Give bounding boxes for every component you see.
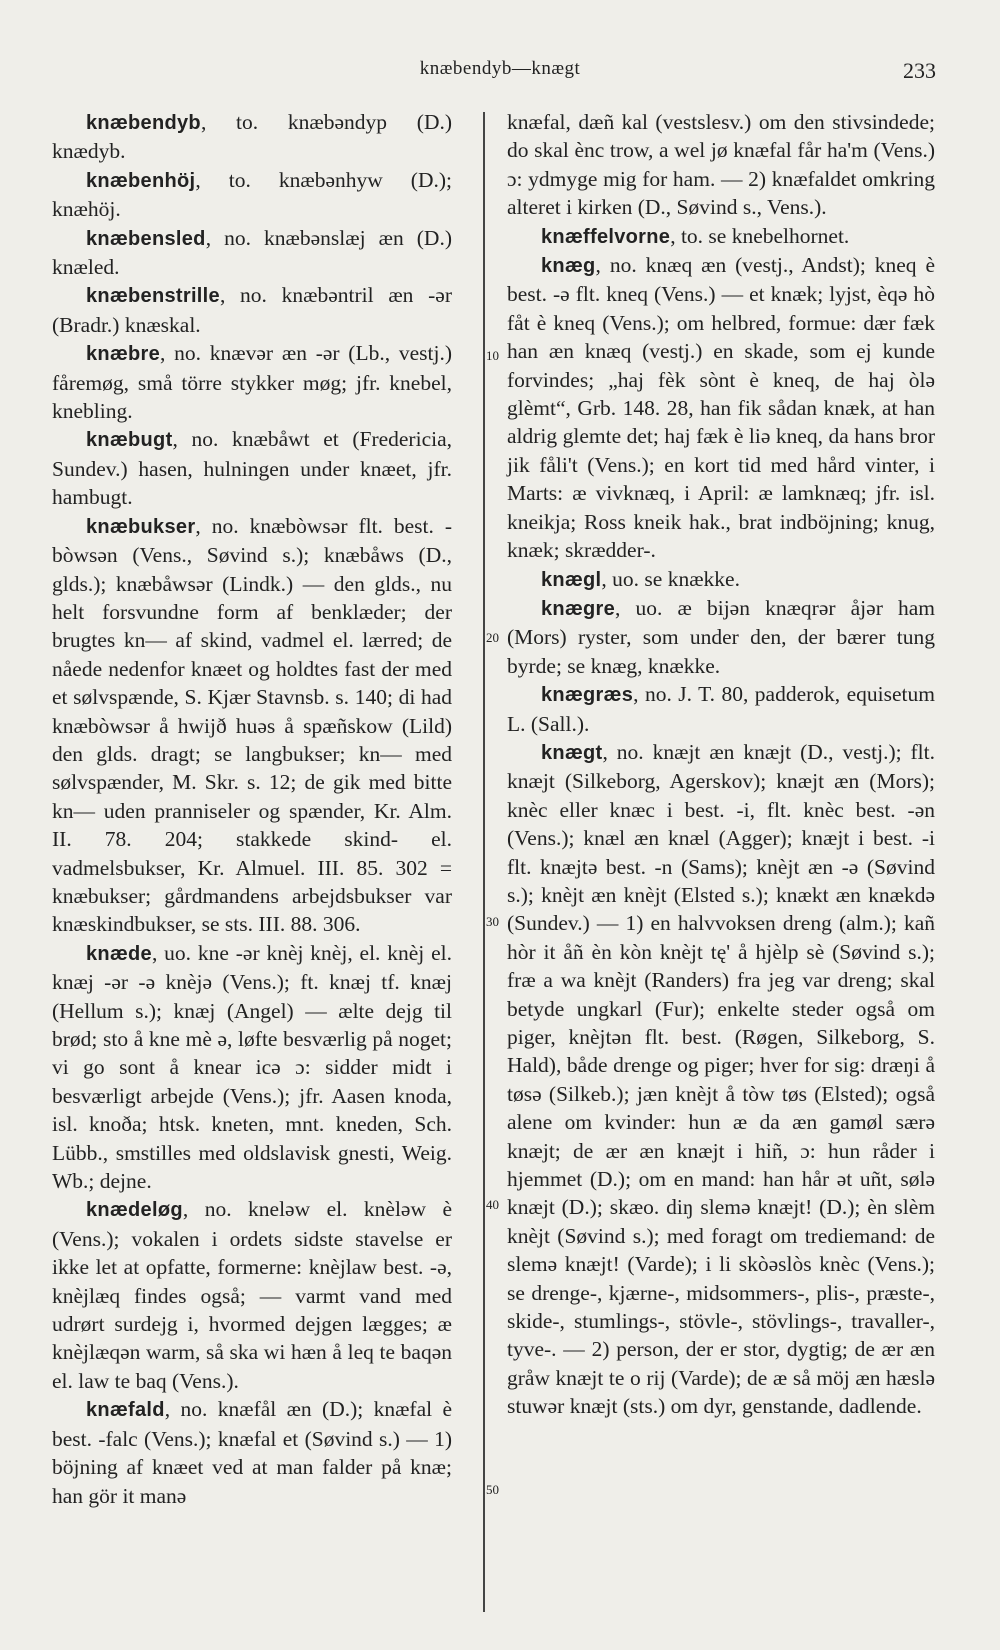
dictionary-entry: [52, 224, 452, 282]
dictionary-entry: [52, 281, 452, 339]
dictionary-entry: [507, 565, 935, 594]
line-number: 10: [486, 348, 499, 363]
line-number: 20: [486, 630, 499, 645]
entry-headword: knæde: [86, 942, 152, 965]
entry-text: , no. knæbənslæj æn (D.) knæled.: [52, 225, 452, 280]
entry-headword: knægt: [541, 741, 603, 764]
entry-headword: knæbugt: [86, 429, 173, 452]
page-header: [0, 58, 1000, 88]
running-head: knæbendyb—knægt: [419, 58, 581, 79]
entry-text: , no. knæbəntril æn -ər (Bradr.) knæskal.: [52, 283, 452, 337]
page-number: 233: [903, 58, 936, 83]
left-column: [52, 108, 452, 1510]
dictionary-entry: [52, 339, 452, 425]
entry-text: , uo. æ bijən knæqrər åjər ham (Mors) ryster, som under den, der bærer tung byrde; se knæg, knække.: [507, 595, 935, 678]
dictionary-entry: [52, 939, 452, 1196]
entry-text: , to. knæbəndyp (D.) knædyb.: [52, 110, 452, 164]
dictionary-entry: [52, 1195, 452, 1395]
dictionary-entry: [507, 222, 935, 251]
entry-headword: knæbenhöj: [86, 169, 196, 192]
entry-text: , no. knæjt æn knæjt (D., vestj.); flt. knæjt (Silkeborg, Agerskov); knæjt æn (Mors); knèc eller knæc i best. -i, flt. knèc best. -ən (Vens.); knæl æn knæl (Agger); knæjt i best. -i flt. knæjtə best. -n (Sams); knèjt æn -ə (Søvind s.); knèjt æn knèjt (Elsted s.); knækt æn knækdə (Sundev.) — 1) en halvvoksen dreng (alm.); kañ hòr it åñ èn kòn knèjt tę' å hjèlp sè (Søvind s.); fræ a wa knèjt (Randers) fra jeg var dreng; skal betyde ungkarl (Fur); enkelte steder også om piger, knèjtən flt. best. (Røgen, Silkeborg, S. Hald), både drenge og piger; hver for sig: dræŋi å tøsə (Silkeb.); jæn knèjt å tòw tøs (Elsted); også alene om kvinder: hun æ da æn gamøl særə knæjt; de ær æn knæjt i hiñ, ɔ: hun råder i hjemmet (D.); om en mand: han hår ət uñt, sølə knæjt (D.); skæo. diŋ slemə knæjt! (D.); èn slèm knèjt (Søvind s.); med foragt om trediemand: de slemə knæjt! (Varde); i li skòəslòs knèc (Vens.); se drenge-, kjærne-, midsommers-, plis-, præste-, skide-, stumlings-, stövle-, stövlings-, travaller-, tyve-. — 2) person, der er stor, dygtig; de ær æn gråw knæjt te o rij (Varde); de æ så möj æn hæslə stuwər knæjt (sts.) om dyr, genstande, dadlende.: [507, 739, 935, 1419]
dictionary-entry: [52, 512, 452, 939]
entry-text: knæfal, dæñ kal (vestslesv.) om den stivsindede; do skal ènc trow, a wel jø knæfal får ha'm (Vens.) ɔ: ydmyge mig for ham. — 2) knæfaldet omkring alteret i kirken (D., Søvind s., Vens.).: [507, 110, 935, 220]
dictionary-entry: [507, 680, 935, 738]
entry-text: , to. knæbənhyw (D.); knæhöj.: [52, 167, 452, 222]
entry-headword: knædeløg: [86, 1199, 183, 1222]
entry-headword: knægræs: [541, 684, 634, 707]
dictionary-entry: [507, 594, 935, 680]
line-number: 50: [486, 1482, 499, 1497]
dictionary-entry: [52, 425, 452, 511]
dictionary-entry: [52, 1395, 452, 1510]
entry-text: , uo. kne -ər knèj knèj, el. knèj el. knæj -ər -ə knèjə (Vens.); ft. knæj tf. knæj (Hellum s.); knæj (Angel) — ælte dejg til brød; sto å kne mè ə, løfte besværlig på noget; vi go sont å knear icə ɔ: sidder midt i besværligt arbejde (Vens.); jfr. Aasen knoda, isl. knoða; htsk. kneten, mnt. kneden, Sch. Lübb., smstilles med oldslavisk gnesti, Weig. Wb.; dejne.: [52, 940, 452, 1194]
entry-text: , no. knæbåwt et (Fredericia, Sundev.) hasen, hulningen under knæet, jfr. hambugt.: [52, 427, 452, 510]
entry-headword: knæbukser: [86, 515, 196, 538]
entry-headword: knæffelvorne: [541, 225, 671, 248]
entry-headword: knæfald: [86, 1399, 165, 1422]
dictionary-entry: [507, 738, 935, 1421]
entry-text: , no. knæbòwsər flt. best. -bòwsən (Vens., Søvind s.); knæbåws (D., glds.); knæbåwsər (Lindk.) — den glds., nu helt forsvundne form af benklæder; der brugtes kn— af skind, vadmel el. lærred; de nåede nedenfor knæet og holdtes fast der med et sølvspænde, S. Kjær Stavnsb. s. 140; di had knæbòwsər å hwijð huəs å spæñskow (Lild) den glds. dragt; se langbukser; kn— med sølvspænder, M. Skr. s. 12; de gik med bitte kn— uden pranniseler og spænder, Kr. Alm. II. 78. 204; stakkede skind- el. vadmelsbukser, Kr. Almuel. III. 85. 302 = knæbukser; gårdmandens arbejdsbukser var knæskindbukser, se sts. III. 88. 306.: [52, 513, 452, 937]
line-number: 40: [486, 1197, 499, 1212]
entry-headword: knæbre: [86, 343, 161, 366]
entry-headword: knæg: [541, 255, 596, 278]
entry-headword: knægl: [541, 568, 602, 591]
dictionary-entry: [507, 108, 935, 222]
entry-text: , no. knæfål æn (D.); knæfal è best. -falc (Vens.); knæfal et (Søvind s.) — 1) böjning af knæet ved at man falder på knæ; han gör it manə: [52, 1397, 452, 1508]
column-divider: [483, 112, 485, 1612]
entry-headword: knæbenstrille: [86, 285, 220, 308]
right-column: [507, 108, 935, 1421]
entry-text: , no. knæq æn (vestj., Andst); kneq è best. -ə flt. kneq (Vens.) — et knæk; lyjst, èqə hò fåt è kneq (Vens.); om helbred, formue: dær fæk han æn knæq (vestj.) en skade, som ej kunde forvindes; „haj fèk sònt è kneq, de haj òlə glèmt“, Grb. 148. 28, han fik sådan knæk, at han aldrig glemte det; haj fæk è liə kneq, da hans bror jik fåli't (Vens.); en kort tid med hård vinter, i Marts: æ vivknæq, i April: æ lamknæq; jfr. isl. kneikja; Ross kneik hak., brat indböjning; knug, knæk; skrædder-.: [507, 253, 935, 563]
entry-text: , no. J. T. 80, padderok, equisetum L. (Sall.).: [507, 682, 935, 736]
entry-text: , uo. se knække.: [601, 566, 740, 591]
entry-headword: knægre: [541, 597, 616, 620]
entry-headword: knæbendyb: [86, 112, 201, 134]
dictionary-entry: [52, 166, 452, 224]
line-number: 30: [486, 914, 499, 929]
entry-headword: knæbensled: [86, 227, 206, 250]
dictionary-entry: [507, 251, 935, 564]
dictionary-entry: [52, 108, 452, 166]
entry-text: , to. se knebelhornet.: [670, 223, 850, 248]
entry-text: , no. kneləw el. knèləw è (Vens.); vokalen i ordets sidste stavelse er ikke let at opfatte, formerne: knèjlaw best. -ə, knèjlæq findes også; — varmt vand med udrørt surdejg i, hvormed dejgen lægges; æ knèjlæqən warm, så ska wi hæn å leq te baqən el. law te baq (Vens.).: [52, 1197, 452, 1393]
entry-text: , no. knævər æn -ər (Lb., vestj.) fåremøg, små törre stykker møg; jfr. knebel, knebling.: [52, 341, 452, 424]
